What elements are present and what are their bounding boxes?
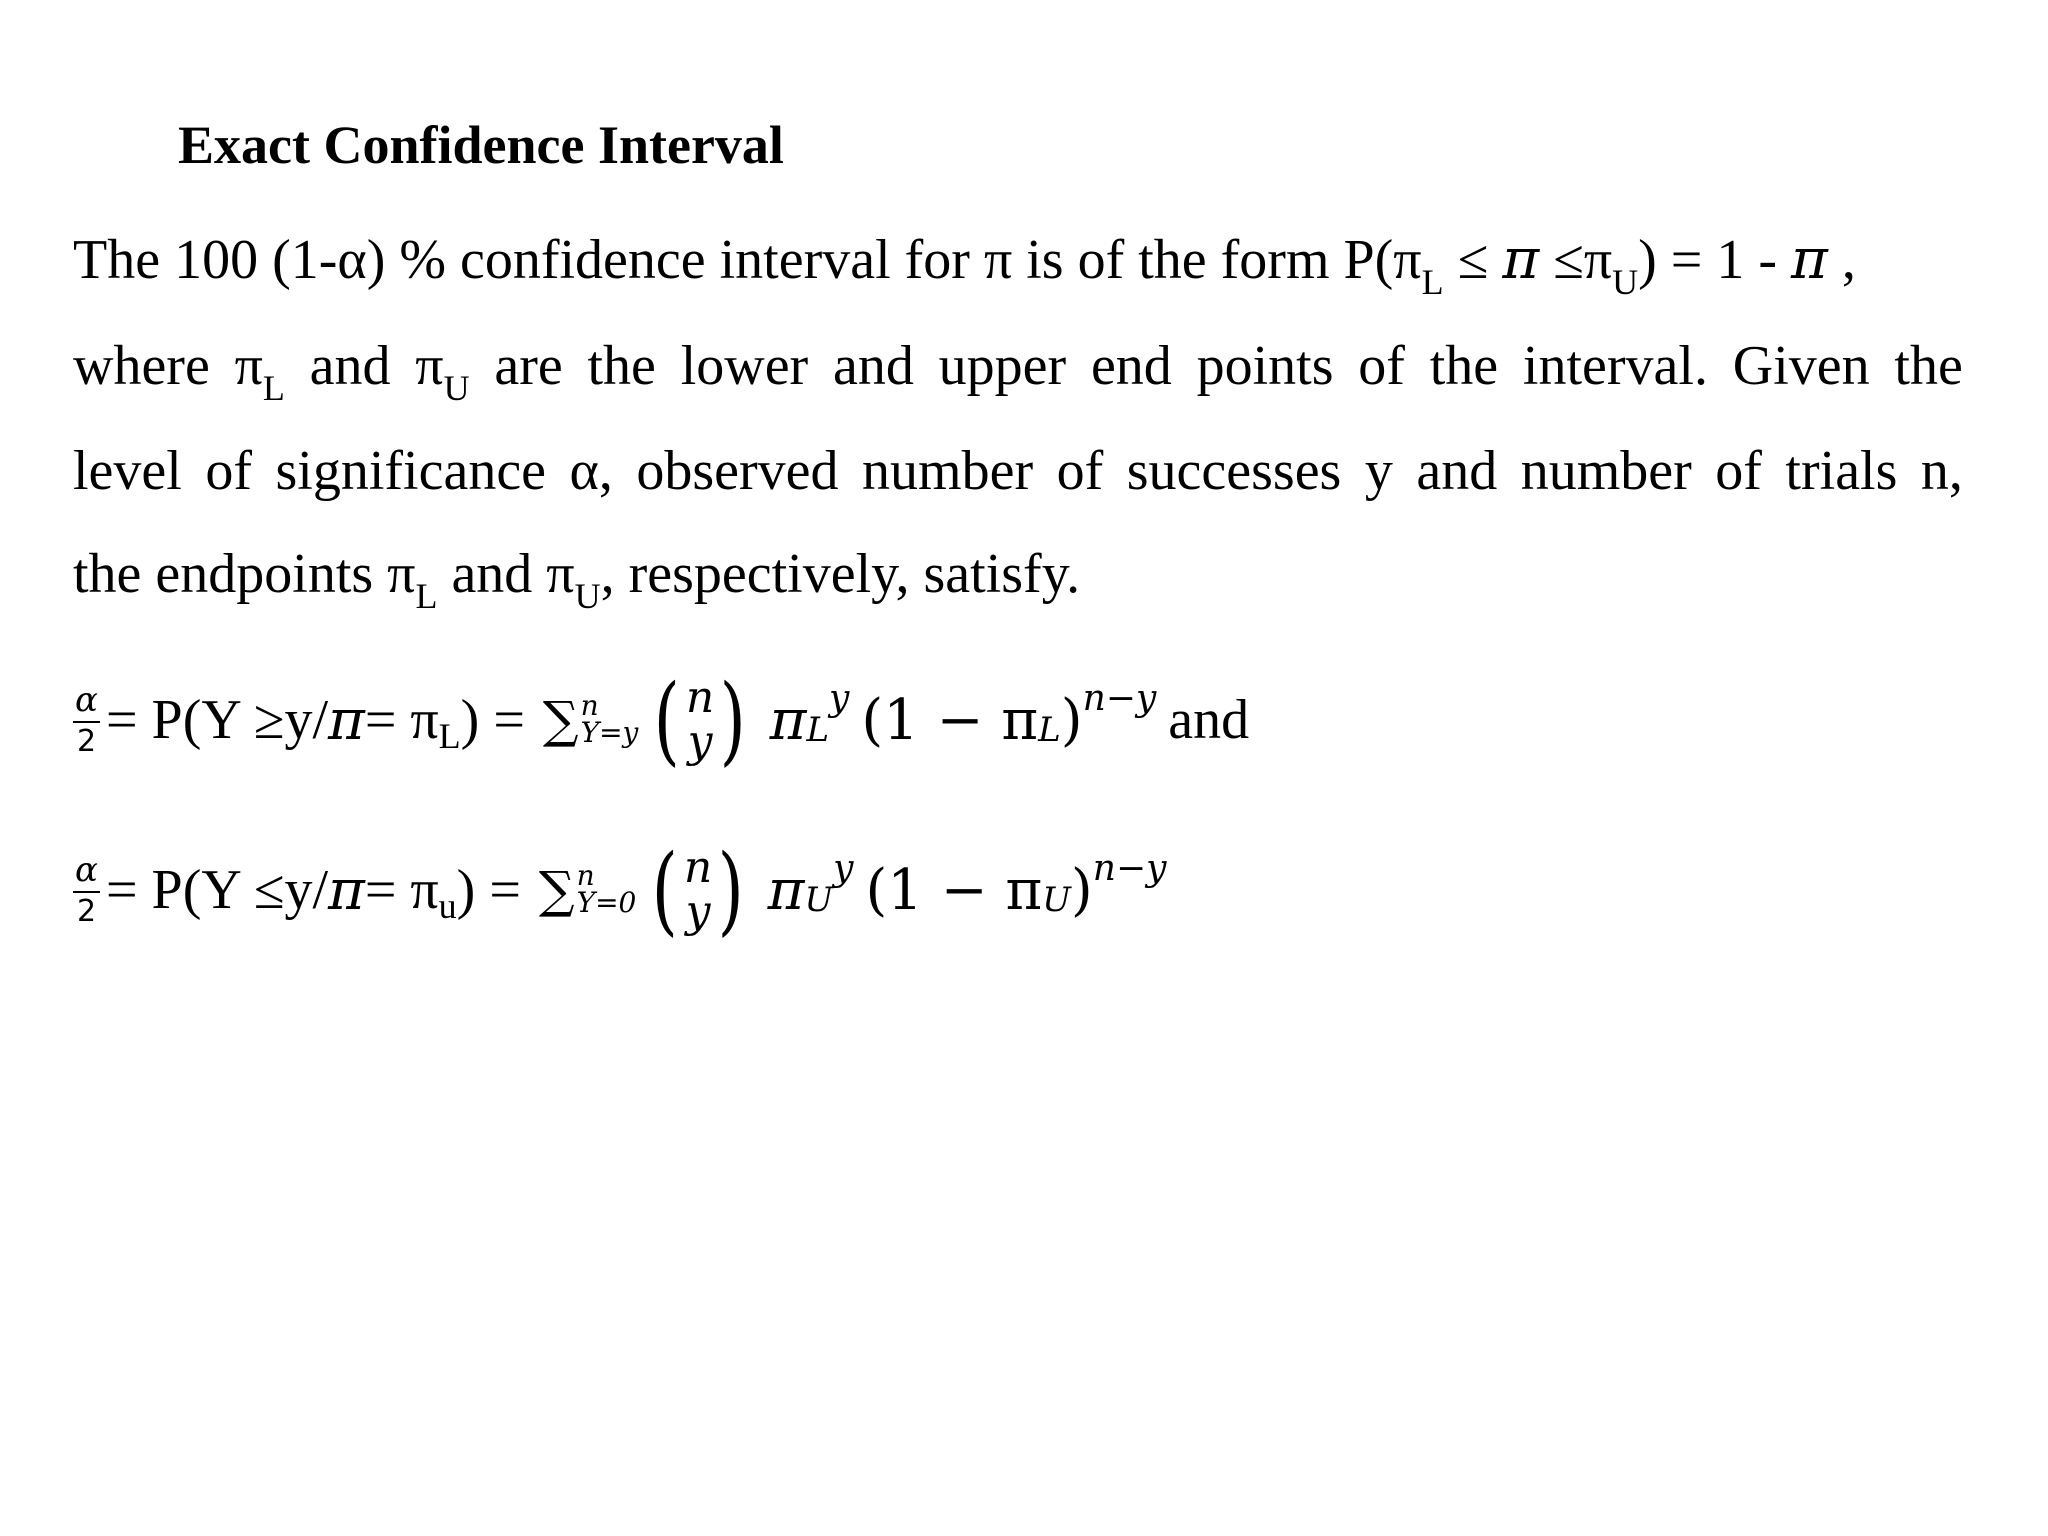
line1-pi2: π bbox=[1791, 227, 1828, 292]
line1-text-b: ≤ bbox=[1443, 229, 1503, 291]
summation bbox=[543, 691, 638, 749]
paragraph-line-1 bbox=[73, 227, 1963, 302]
line4-sub-u: U bbox=[574, 576, 601, 616]
eq2-lhs: = P(Y ≤y/ bbox=[105, 859, 328, 921]
sum-limits bbox=[576, 859, 637, 919]
eq1-pi-sub: L bbox=[806, 710, 830, 750]
paragraph-line-3 bbox=[73, 440, 1963, 502]
line2-word: upper bbox=[938, 335, 1067, 397]
line1-text-d: ) = 1 - bbox=[1638, 229, 1792, 291]
line1-text-a: The 100 (1-α) % confidence interval for π is of the form P(π bbox=[73, 229, 1422, 291]
eq2-pi-sup: y bbox=[833, 847, 854, 889]
line3-word: significance bbox=[275, 440, 547, 502]
fraction-denominator: 2 bbox=[76, 894, 97, 929]
eq2-paren-sub: U bbox=[1042, 880, 1071, 920]
slide-title: Exact Confidence Interval bbox=[178, 115, 784, 175]
line3-word: number bbox=[862, 440, 1034, 502]
paragraph-line-4 bbox=[73, 543, 1963, 616]
line2-word: points bbox=[1196, 335, 1334, 397]
alpha-over-two bbox=[73, 680, 100, 759]
line2-word: the bbox=[587, 335, 656, 397]
line3-word: of bbox=[1056, 440, 1104, 502]
eq1-equals-pi: = π bbox=[364, 689, 439, 751]
binom-top: n bbox=[685, 672, 715, 723]
eq2-close: ) = bbox=[456, 859, 535, 921]
eq2-paren-term: (1 − π bbox=[865, 857, 1043, 923]
eq1-pi-sup: y bbox=[829, 677, 850, 719]
line2-word-pi-u: $\pi_U$ bbox=[415, 335, 470, 408]
sum-lower: Y=y bbox=[580, 716, 639, 749]
paragraph-line-2 bbox=[73, 335, 1963, 408]
fraction-numerator: α bbox=[73, 853, 100, 893]
eq2-paren-sup: n−y bbox=[1092, 847, 1167, 889]
line3-word: successes bbox=[1126, 440, 1342, 502]
line3-word: y bbox=[1364, 440, 1393, 502]
line3-word: of bbox=[205, 440, 252, 502]
line3-word: number bbox=[1520, 440, 1692, 502]
line1-text-e: , bbox=[1827, 229, 1856, 291]
line2-word: interval. bbox=[1522, 335, 1708, 397]
alpha-over-two bbox=[73, 850, 100, 929]
sum-lower: Y=0 bbox=[576, 886, 637, 919]
eq2-pi: π bbox=[328, 857, 365, 923]
binom-stack bbox=[685, 672, 715, 767]
sigma-symbol: ∑ bbox=[542, 691, 579, 749]
summation bbox=[539, 861, 636, 919]
fraction-numerator: α bbox=[73, 683, 100, 723]
line3-word: and bbox=[1416, 440, 1498, 502]
sigma-symbol: ∑ bbox=[538, 861, 575, 919]
sum-upper: n bbox=[580, 689, 599, 723]
binom-stack bbox=[683, 842, 713, 937]
eq1-paren-close: ) bbox=[1060, 687, 1083, 753]
line3-word: n, bbox=[1920, 440, 1963, 502]
line1-pi: π bbox=[1502, 227, 1540, 292]
line1-text-c: ≤π bbox=[1539, 229, 1613, 291]
equation-upper-endpoint: $\frac{\alpha}{2}$ = P(Y ≤y/ π = π u ) = ∑ n Y=0 ( n y ) π U y (1 − π U ) n−y bbox=[75, 834, 1167, 946]
eq2-pi-sub: U bbox=[804, 880, 834, 920]
line2-word: of bbox=[1358, 335, 1405, 397]
line3-word: level bbox=[73, 440, 182, 502]
line2-word: and bbox=[309, 335, 391, 397]
binomial-coefficient bbox=[646, 834, 749, 946]
line4-sub-l: L bbox=[415, 576, 438, 616]
eq2-paren-close: ) bbox=[1070, 857, 1093, 923]
line2-word: the bbox=[1894, 335, 1963, 397]
eq1-paren-sup: n−y bbox=[1082, 677, 1157, 719]
line2-word: Given bbox=[1732, 335, 1870, 397]
line2-word: are bbox=[494, 335, 563, 397]
line2-word: lower bbox=[680, 335, 809, 397]
eq2-pi-term: π bbox=[767, 857, 805, 923]
line2-word: and bbox=[833, 335, 914, 397]
eq2-equals-pi: = π bbox=[364, 859, 439, 921]
equation-lower-endpoint: $\frac{\alpha}{2}$ = P(Y ≥y/ π = π L ) = ∑ n Y=y ( n y ) π L y (1 − π L ) n−y and bbox=[75, 664, 1250, 776]
eq1-close: ) = bbox=[460, 689, 539, 751]
left-paren: ( bbox=[653, 664, 681, 776]
sum-limits bbox=[580, 689, 639, 749]
line4-text-b: and π bbox=[437, 543, 575, 605]
line4-text-a: the endpoints π bbox=[73, 543, 416, 605]
eq1-paren-sub: L bbox=[1038, 710, 1061, 750]
sum-upper: n bbox=[576, 859, 595, 893]
line2-word: end bbox=[1090, 335, 1172, 397]
binomial-coefficient bbox=[648, 664, 751, 776]
line3-word: of bbox=[1715, 440, 1762, 502]
line2-word: the bbox=[1429, 335, 1499, 397]
fraction-denominator: 2 bbox=[76, 724, 97, 759]
line2-word: where bbox=[73, 335, 210, 397]
line4-text-c: , respectively, satisfy. bbox=[600, 543, 1081, 605]
eq1-trailing: and bbox=[1168, 689, 1250, 751]
binom-top: n bbox=[683, 842, 713, 893]
line2-word-pi-l: $\pi_L$ bbox=[234, 335, 285, 408]
line3-word: observed bbox=[636, 440, 839, 502]
line1-sub-l: L bbox=[1421, 262, 1444, 302]
left-paren: ( bbox=[651, 834, 679, 946]
right-paren: ) bbox=[719, 664, 747, 776]
line3-word: trials bbox=[1785, 440, 1898, 502]
eq1-paren-term: (1 − π bbox=[861, 687, 1039, 753]
line1-sub-u: U bbox=[1612, 262, 1639, 302]
right-paren: ) bbox=[717, 834, 745, 946]
eq1-pi: π bbox=[328, 687, 365, 753]
binom-bottom: y bbox=[687, 716, 713, 767]
eq1-lhs: = P(Y ≥y/ bbox=[105, 689, 328, 751]
line3-word: α, bbox=[569, 440, 613, 502]
eq1-pi-term: π bbox=[769, 687, 807, 753]
binom-bottom: y bbox=[685, 886, 711, 937]
